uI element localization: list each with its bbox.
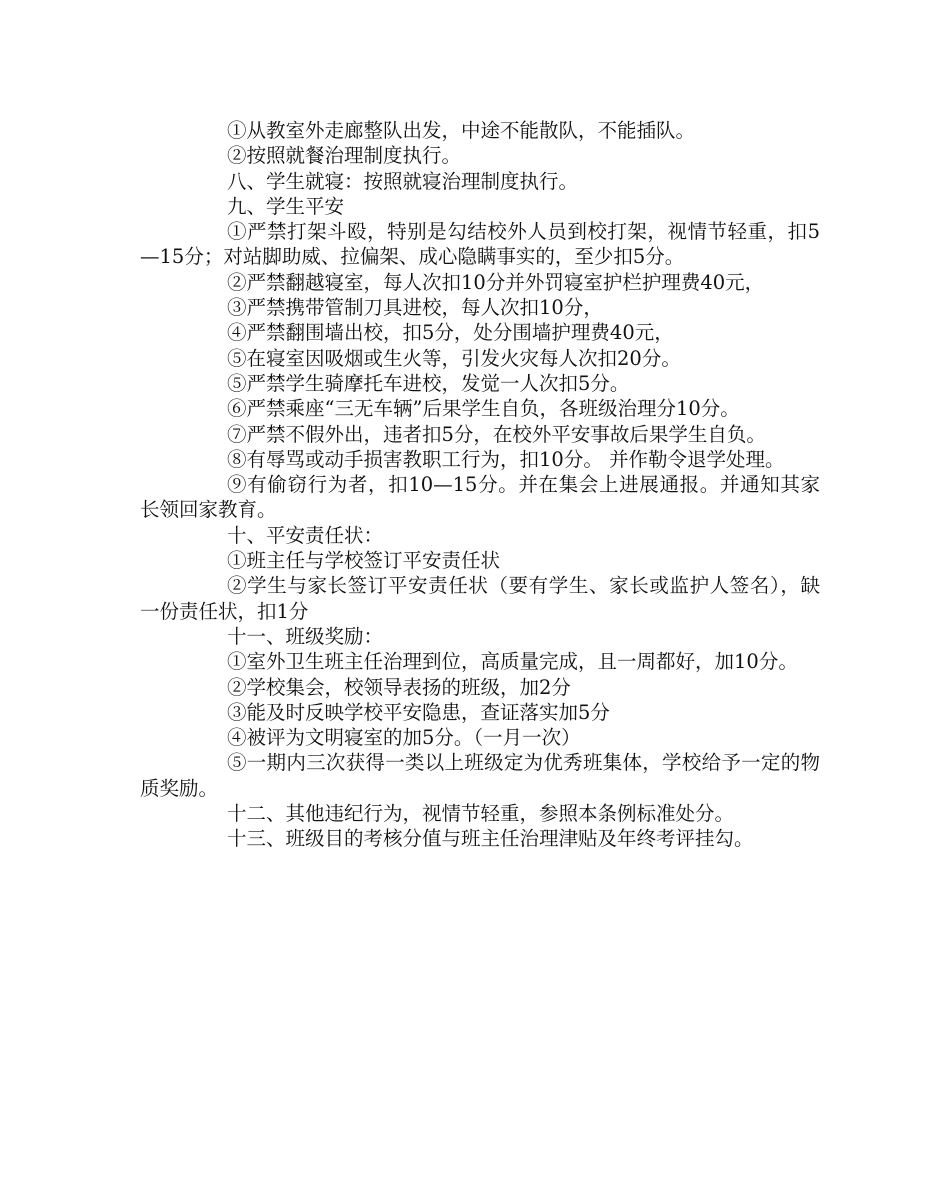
paragraph-11-4: ④被评为文明寝室的加5分。（一月一次） [227,726,581,750]
section-heading-12: 十二、其他违纪行为，视情节轻重，参照本条例标准处分。 [227,802,735,826]
paragraph-9-3: ③严禁携带管制刀具进校，每人次扣10分， [227,296,603,320]
paragraph-9-5a: ⑤在寝室因吸烟或生火等，引发火灾每人次扣20分。 [227,346,681,370]
section-heading-10: 十、平安责任状： [227,523,384,547]
paragraph-2: ②按照就餐治理制度执行。 [227,144,462,168]
section-heading-8: 八、学生就寝：按照就寝治理制度执行。 [227,169,579,193]
paragraph-9-7: ⑦严禁不假外出，违者扣5分，在校外平安事故后果学生自负。 [227,422,766,446]
paragraph-11-3: ③能及时反映学校平安隐患，查证落实加5分 [227,700,610,724]
paragraph-9-5b: ⑤严禁学生骑摩托车进校，发觉一人次扣5分。 [227,371,630,395]
paragraph-9-9: ⑨有偷窃行为者，扣10—15分。并在集会上进展通报。并通知其家长领回家教育。 [140,473,820,522]
paragraph-9-4: ④严禁翻围墙出校，扣5分，处分围墙护理费40元， [227,321,674,345]
paragraph-10-1: ①班主任与学校签订平安责任状 [227,549,501,573]
section-heading-9: 九、学生平安 [227,194,345,218]
paragraph-10-2: ②学生与家长签订平安责任状（要有学生、家长或监护人签名），缺一份责任状，扣1分 [140,574,820,623]
paragraph-9-6: ⑥严禁乘座“三无车辆”后果学生自负，各班级治理分10分。 [227,397,740,421]
paragraph-9-1: ①严禁打架斗殴，特别是勾结校外人员到校打架，视情节轻重，扣5—15分；对站脚助威、拉偏架、成心隐瞒事实的，至少扣5分。 [140,220,820,269]
document-body [140,118,820,852]
paragraph-9-8: ⑧有辱骂或动手损害教职工行为，扣10分。 并作勒令退学处理。 [227,447,785,471]
paragraph-1: ①从教室外走廊整队出发，中途不能散队，不能插队。 [227,119,696,142]
paragraph-9-2: ②严禁翻越寝室，每人次扣10分并外罚寝室护栏护理费40元， [227,270,765,294]
section-heading-11: 十一、班级奖励： [227,624,384,648]
section-heading-13: 十三、班级目的考核分值与班主任治理津贴及年终考评挂勾。 [227,827,754,851]
paragraph-11-1: ①室外卫生班主任治理到位，高质量完成，且一周都好，加10分。 [227,650,798,674]
paragraph-11-5: ⑤一期内三次获得一类以上班级定为优秀班集体，学校给予一定的物质奖励。 [140,751,820,800]
paragraph-11-2: ②学校集会，校领导表扬的班级，加2分 [227,675,571,699]
